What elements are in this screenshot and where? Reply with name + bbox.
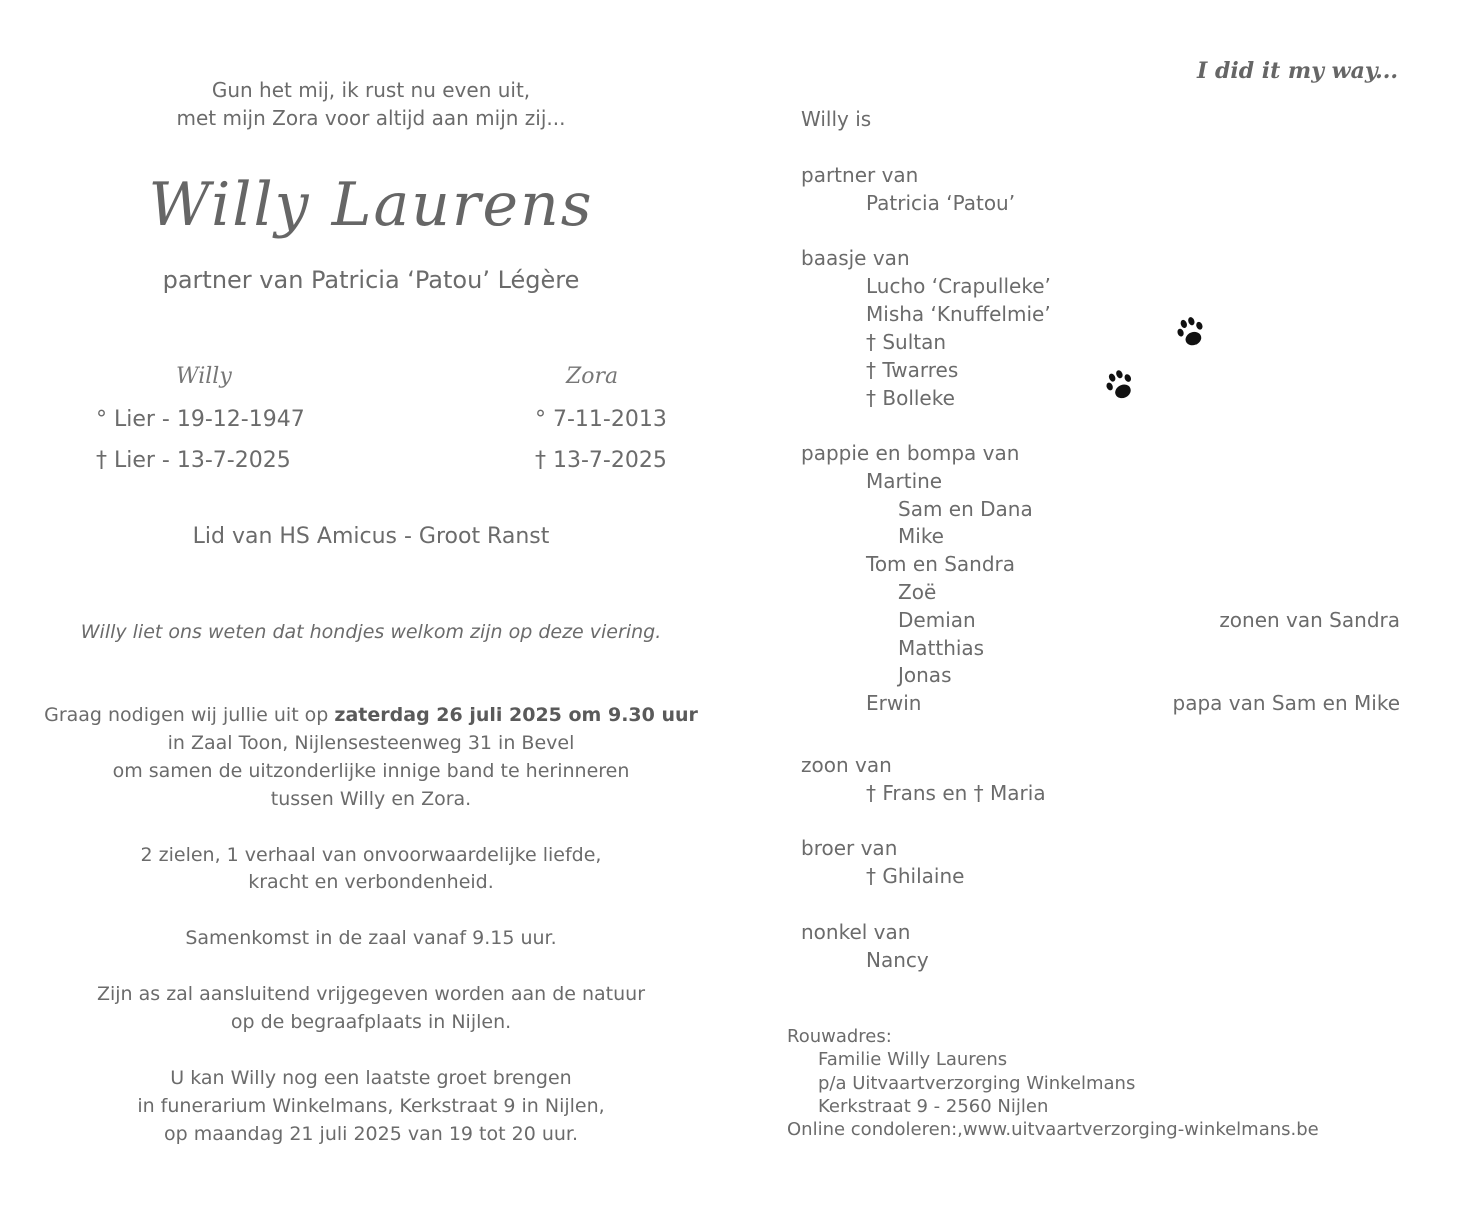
zoon-heading: zoon van <box>801 753 892 777</box>
address-line: Familie Willy Laurens <box>818 1049 1008 1071</box>
dog-name: Misha ‘Knuffelmie’ <box>866 302 1051 326</box>
dogs-welcome-note: Willy liet ons weten dat hondjes welkom zijn op deze viering. <box>80 621 662 643</box>
membership: Lid van HS Amicus - Groot Ranst <box>192 524 550 549</box>
address-line: p/a Uitvaartverzorging Winkelmans <box>818 1072 1136 1094</box>
invite-line: Samenkomst in de zaal vanaf 9.15 uur. <box>185 927 557 950</box>
online-condolence-link[interactable]: Online condoleren:,www.uitvaartverzorging-winkelmans.be <box>787 1119 1319 1141</box>
invite-line: 2 zielen, 1 verhaal van onvoorwaardelijke liefde, <box>140 843 602 866</box>
baasje-heading: baasje van <box>801 246 910 270</box>
zora-label: Zora <box>566 364 619 389</box>
sons-note: zonen van Sandra <box>1219 608 1400 632</box>
invite-line: tussen Willy en Zora. <box>270 787 472 810</box>
invite-line: kracht en verbondenheid. <box>248 871 494 894</box>
invitation <box>0 702 742 1148</box>
zora-born: ° 7-11-2013 <box>535 407 667 432</box>
mourning-address <box>787 1025 1319 1141</box>
parents-names: † Frans en † Maria <box>866 781 1046 805</box>
pappie-heading: pappie en bompa van <box>801 441 1020 465</box>
grandchild-name: Jonas <box>898 663 952 687</box>
invite-line: op de begraafplaats in Nijlen. <box>230 1010 512 1033</box>
broer-heading: broer van <box>801 836 898 860</box>
invite-line: Zijn as zal aansluitend vrijgegeven worden aan de natuur <box>96 983 646 1006</box>
invite-line: in funerarium Winkelmans, Kerkstraat 9 in Nijlen, <box>137 1094 605 1117</box>
dog-name: Lucho ‘Crapulleke’ <box>866 274 1051 298</box>
address-heading: Rouwadres: <box>787 1026 892 1047</box>
motto-line: Gun het mij, ik rust nu even uit, <box>211 78 531 102</box>
dog-name: † Twarres <box>866 358 959 382</box>
erwin-note: papa van Sam en Mike <box>1172 691 1400 715</box>
partner-line: partner van Patricia ‘Patou’ Légère <box>162 266 580 294</box>
partner-name: Patricia ‘Patou’ <box>866 191 1016 215</box>
willy-died: † Lier - 13-7-2025 <box>96 448 291 473</box>
grandchild-name: Sam en Dana <box>898 497 1033 521</box>
ceremony-date: zaterdag 26 juli 2025 om 9.30 uur <box>334 704 698 726</box>
nonkel-heading: nonkel van <box>801 920 911 944</box>
right-motto: I did it my way... <box>1197 58 1399 84</box>
motto-line: met mijn Zora voor altijd aan mijn zij... <box>176 106 566 130</box>
sibling-name: † Ghilaine <box>866 864 965 888</box>
deceased-name: Willy Laurens <box>148 170 594 240</box>
invite-line: om samen de uitzonderlijke innige band te herinneren <box>112 759 630 782</box>
grandchild-name: Mike <box>898 524 944 548</box>
child-name: Tom en Sandra <box>866 552 1016 576</box>
intro: Willy is <box>801 107 872 131</box>
zora-died: † 13-7-2025 <box>535 448 667 473</box>
child-name: Martine <box>866 469 943 493</box>
grandchild-name: Zoë <box>898 580 937 604</box>
invite-line: in Zaal Toon, Nijlensesteenweg 31 in Bevel <box>167 731 575 754</box>
motto <box>0 76 742 132</box>
dog-name: † Sultan <box>866 330 947 354</box>
grandchild-name: Demian <box>898 608 976 632</box>
willy-born: ° Lier - 19-12-1947 <box>96 407 305 432</box>
niece-name: Nancy <box>866 948 929 972</box>
invite-intro-line <box>0 702 742 730</box>
paw-print-icon <box>1176 315 1206 349</box>
child-name: Erwin <box>866 691 922 715</box>
address-line: Kerkstraat 9 - 2560 Nijlen <box>818 1095 1049 1117</box>
invite-line: U kan Willy nog een laatste groet brengen <box>170 1066 572 1089</box>
dog-name: † Bolleke <box>866 386 955 410</box>
invite-line: op maandag 21 juli 2025 van 19 tot 20 uur. <box>163 1122 579 1145</box>
partner-heading: partner van <box>801 163 919 187</box>
grandchild-name: Matthias <box>898 636 985 660</box>
invite-intro: Graag nodigen wij jullie uit op <box>44 704 335 726</box>
paw-print-icon <box>1105 368 1135 402</box>
willy-label: Willy <box>176 364 232 389</box>
